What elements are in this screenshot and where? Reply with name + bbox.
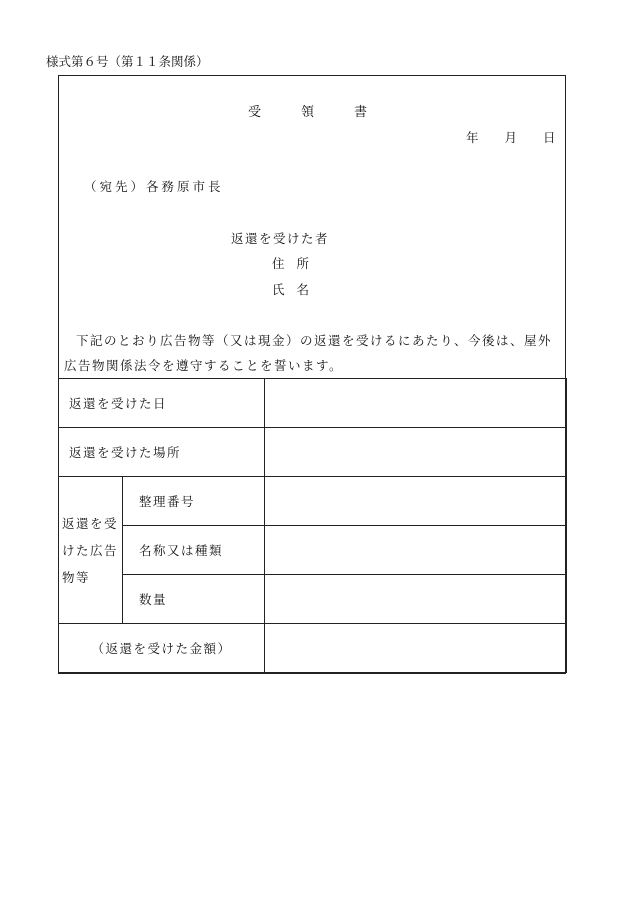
- document-title: 受領書: [248, 105, 408, 120]
- return-amount-value[interactable]: [265, 624, 567, 673]
- name-or-type-value[interactable]: [265, 526, 567, 575]
- return-details-table: [58, 378, 567, 673]
- table-row: [59, 428, 567, 477]
- pledge-statement: 下記のとおり広告物等（又は現金）の返還を受けるにあたり、今後は、屋外広告物関係法令を遵守することを誓います。: [64, 333, 553, 373]
- returned-items-group-label: 返還を受けた広告物等: [59, 477, 123, 624]
- quantity-label: 数量: [123, 575, 265, 624]
- form-number: 様式第６号（第１１条関係）: [46, 54, 209, 69]
- name-label: 氏名: [272, 282, 322, 297]
- date-line: [466, 132, 556, 145]
- name-or-type-label: 名称又は種類: [123, 526, 265, 575]
- date-day-label: 日: [543, 130, 556, 145]
- quantity-value[interactable]: [265, 575, 567, 624]
- return-place-label: 返還を受けた場所: [59, 428, 265, 477]
- return-date-value[interactable]: [265, 379, 567, 428]
- return-date-label: 返還を受けた日: [59, 379, 265, 428]
- return-amount-label: （返還を受けた金額）: [59, 624, 265, 673]
- table-row: [59, 477, 567, 526]
- address-label: 住所: [272, 256, 322, 271]
- table-row: [59, 526, 567, 575]
- return-place-value[interactable]: [265, 428, 567, 477]
- addressee: （宛先）各務原市長: [84, 179, 224, 194]
- table-row: [59, 624, 567, 673]
- date-year-label: 年: [466, 130, 479, 145]
- serial-number-value[interactable]: [265, 477, 567, 526]
- table-row: [59, 379, 567, 428]
- recipient-heading: 返還を受けた者: [231, 231, 330, 246]
- serial-number-label: 整理番号: [123, 477, 265, 526]
- table-row: [59, 575, 567, 624]
- date-month-label: 月: [504, 130, 518, 145]
